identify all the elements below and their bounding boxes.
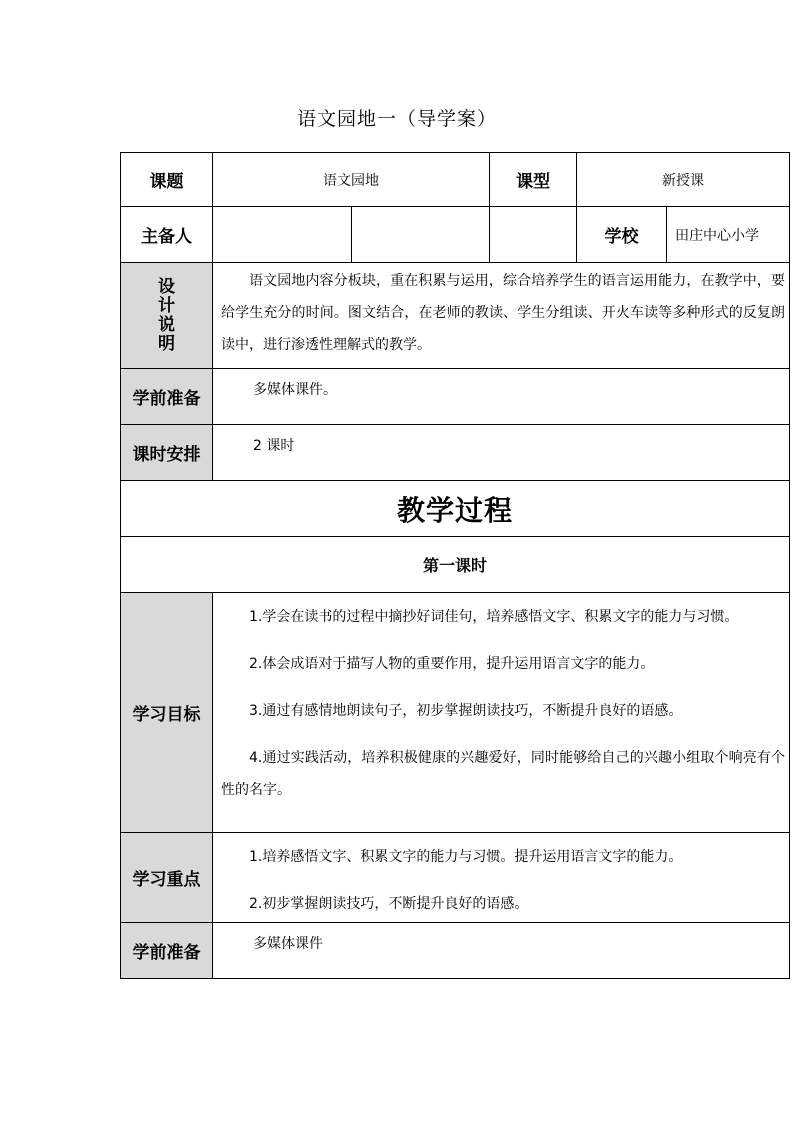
row-subject xyxy=(121,153,790,207)
subject-label: 课题 xyxy=(121,153,213,207)
keypoint-item: 1.培养感悟文字、积累文字的能力与习惯。提升运用语言文字的能力。 xyxy=(249,849,683,865)
prep1-value: 多媒体课件。 xyxy=(213,369,790,425)
goal-item: 2.体会成语对于描写人物的重要作用，提升运用语言文字的能力。 xyxy=(249,656,655,672)
preparer-label: 主备人 xyxy=(121,207,213,263)
school-label: 学校 xyxy=(577,207,667,263)
design-label-char: 计 xyxy=(158,295,175,316)
goals-label: 学习目标 xyxy=(121,593,213,833)
preparer-extra xyxy=(352,207,490,263)
design-label-char: 设 xyxy=(158,276,175,297)
goal-item: 1.学会在读书的过程中摘抄好词佳句，培养感悟文字、积累文字的能力与习惯。 xyxy=(249,609,739,625)
keypoints-label: 学习重点 xyxy=(121,833,213,923)
row-prep1 xyxy=(121,369,790,425)
goal-item: 3.通过有感情地朗读句子，初步掌握朗读技巧，不断提升良好的语感。 xyxy=(249,703,683,719)
prep1-label: 学前准备 xyxy=(121,369,213,425)
type-value: 新授课 xyxy=(577,153,790,207)
row-goals xyxy=(121,593,790,833)
process-title: 教学过程 xyxy=(121,481,790,537)
row-prep2 xyxy=(121,923,790,979)
design-label xyxy=(121,263,213,369)
row-preparer xyxy=(121,207,790,263)
keypoints-list xyxy=(213,833,790,923)
type-label: 课型 xyxy=(490,153,577,207)
design-label-char: 说 xyxy=(158,314,175,335)
design-description xyxy=(213,263,790,369)
goal-item: 4.通过实践活动，培养积极健康的兴趣爱好，同时能够给自己的兴趣小组取个响亮有个性的名字。 xyxy=(221,750,785,798)
prep2-value: 多媒体课件 xyxy=(213,923,790,979)
schedule-value: 2 课时 xyxy=(213,425,790,481)
prep2-label: 学前准备 xyxy=(121,923,213,979)
subject-value: 语文园地 xyxy=(213,153,490,207)
row-schedule xyxy=(121,425,790,481)
design-label-char: 明 xyxy=(158,333,175,354)
school-value: 田庄中心小学 xyxy=(667,207,790,263)
goals-list xyxy=(213,593,790,833)
row-process-title xyxy=(121,481,790,537)
document-title: 语文园地一（导学案） xyxy=(296,108,497,130)
schedule-label: 课时安排 xyxy=(121,425,213,481)
row-lesson1 xyxy=(121,537,790,593)
lesson-plan-table xyxy=(120,152,790,979)
lesson1-title: 第一课时 xyxy=(121,537,790,593)
keypoint-item: 2.初步掌握朗读技巧，不断提升良好的语感。 xyxy=(249,896,529,912)
preparer-value xyxy=(213,207,352,263)
design-text: 语文园地内容分板块，重在积累与运用，综合培养学生的语言运用能力，在教学中，要给学生充分的时间。图文结合，在老师的教读、学生分组读、开火车读等多种形式的反复朗读中，进行渗透性理解式的教学。 xyxy=(221,273,785,353)
preparer-extra2 xyxy=(490,207,577,263)
row-keypoints xyxy=(121,833,790,923)
row-design xyxy=(121,263,790,369)
